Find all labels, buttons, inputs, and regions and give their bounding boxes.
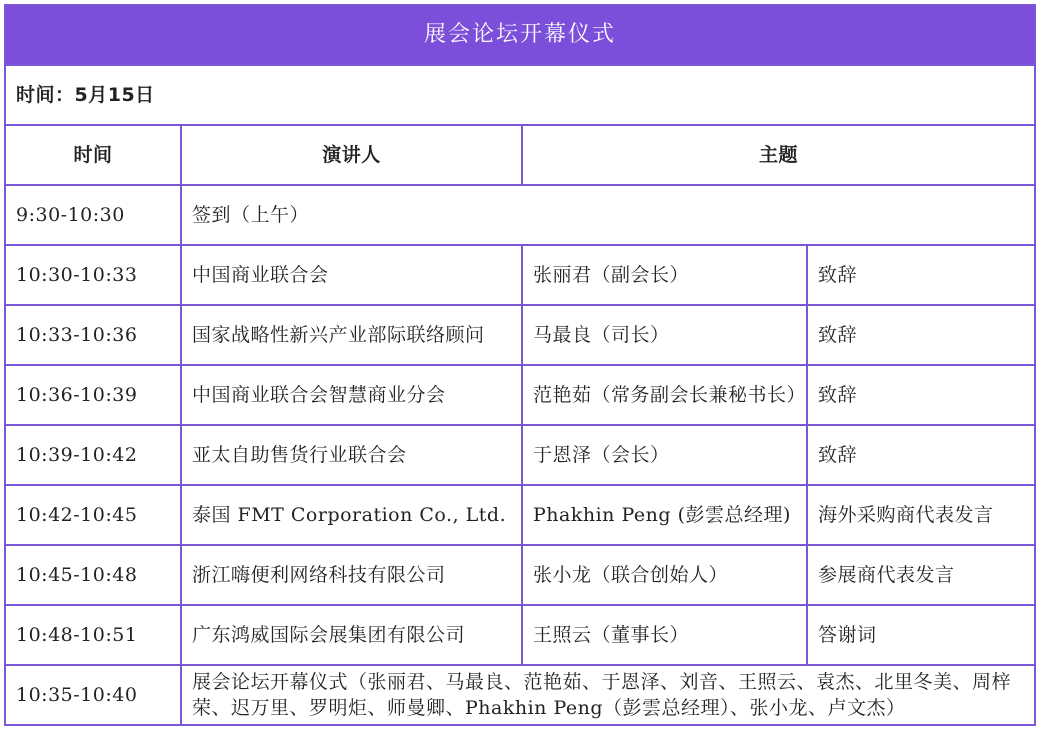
date-line: 时间：5月15日 [5, 65, 1035, 125]
row-org: 国家战略性新兴产业部际联络顾问 [181, 305, 522, 365]
table-row [5, 305, 1035, 365]
row-person: Phakhin Peng (彭雲总经理) [522, 485, 807, 545]
row-time: 10:30-10:33 [5, 245, 181, 305]
header-topic: 主题 [522, 125, 1035, 185]
date-row [5, 65, 1035, 125]
table-row [5, 425, 1035, 485]
row-topic: 参展商代表发言 [807, 545, 1035, 605]
row-org: 浙江嗨便利网络科技有限公司 [181, 545, 522, 605]
row-person: 马最良（司长） [522, 305, 807, 365]
table-row [5, 545, 1035, 605]
table-row [5, 365, 1035, 425]
row-org: 亚太自助售货行业联合会 [181, 425, 522, 485]
row-org: 中国商业联合会智慧商业分会 [181, 365, 522, 425]
row-time: 10:45-10:48 [5, 545, 181, 605]
signin-time: 9:30-10:30 [5, 185, 181, 245]
row-time: 10:33-10:36 [5, 305, 181, 365]
schedule-table [4, 4, 1036, 726]
row-time: 10:39-10:42 [5, 425, 181, 485]
row-topic: 致辞 [807, 305, 1035, 365]
row-person: 张小龙（联合创始人） [522, 545, 807, 605]
header-speaker: 演讲人 [181, 125, 522, 185]
row-topic: 致辞 [807, 365, 1035, 425]
ceremony-row [5, 665, 1035, 725]
ceremony-time: 10:35-10:40 [5, 665, 181, 725]
row-org: 广东鸿威国际会展集团有限公司 [181, 605, 522, 665]
row-org: 中国商业联合会 [181, 245, 522, 305]
header-row [5, 125, 1035, 185]
signin-text: 签到（上午） [181, 185, 1035, 245]
row-time: 10:36-10:39 [5, 365, 181, 425]
table-row [5, 605, 1035, 665]
signin-row [5, 185, 1035, 245]
table-row [5, 485, 1035, 545]
row-org: 泰国 FMT Corporation Co., Ltd. [181, 485, 522, 545]
row-time: 10:42-10:45 [5, 485, 181, 545]
row-topic: 海外采购商代表发言 [807, 485, 1035, 545]
title-row [5, 5, 1035, 65]
row-person: 范艳茹（常务副会长兼秘书长） [522, 365, 807, 425]
row-topic: 致辞 [807, 425, 1035, 485]
row-topic: 致辞 [807, 245, 1035, 305]
table-row [5, 245, 1035, 305]
schedule-title: 展会论坛开幕仪式 [5, 5, 1035, 65]
row-person: 张丽君（副会长） [522, 245, 807, 305]
row-time: 10:48-10:51 [5, 605, 181, 665]
ceremony-text: 展会论坛开幕仪式（张丽君、马最良、范艳茹、于恩泽、刘音、王照云、袁杰、北里冬美、周梓荣、迟万里、罗明炬、师曼卿、Phakhin Peng（彭雲总经理）、张小龙、卢文杰） [181, 665, 1035, 725]
row-person: 于恩泽（会长） [522, 425, 807, 485]
row-person: 王照云（董事长） [522, 605, 807, 665]
header-time: 时间 [5, 125, 181, 185]
row-topic: 答谢词 [807, 605, 1035, 665]
